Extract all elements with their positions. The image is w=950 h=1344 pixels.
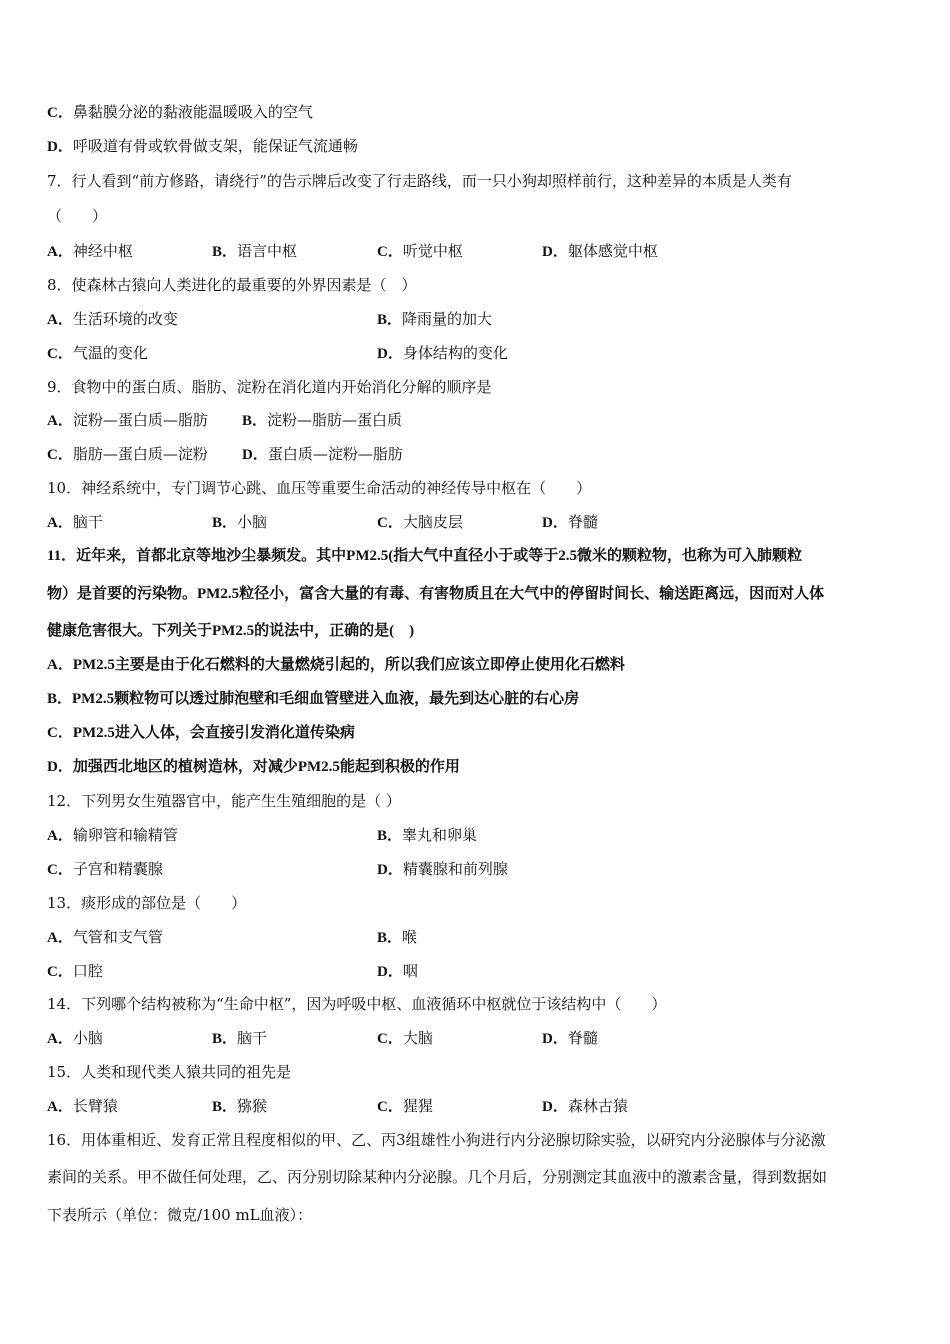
question-15-option-a[interactable]: A．长臂猿 (47, 1097, 118, 1115)
question-7-option-b[interactable]: B．语言中枢 (212, 242, 298, 260)
option-prev-c[interactable]: C．鼻黏膜分泌的黏液能温暖吸入的空气 (47, 103, 313, 121)
question-12-option-a[interactable]: A．输卵管和输精管 (47, 826, 178, 844)
question-13-option-d[interactable]: D．咽 (377, 962, 418, 980)
option-prev-d[interactable]: D．呼吸道有骨或软骨做支架，能保证气流通畅 (47, 137, 358, 155)
question-14-option-d[interactable]: D．脊髓 (542, 1029, 598, 1047)
question-13-option-c[interactable]: C．口腔 (47, 962, 103, 980)
question-16-stem-line2: 素间的关系。甲不做任何处理，乙、丙分别切除某种内分泌腺。几个月后，分别测定其血液中的激素含量，得到数据如 (47, 1168, 828, 1186)
question-13-option-b[interactable]: B．喉 (377, 928, 418, 946)
question-8-option-c[interactable]: C．气温的变化 (47, 344, 148, 362)
question-12-option-d[interactable]: D．精囊腺和前列腺 (377, 860, 508, 878)
question-11-stem-line3: 健康危害很大。下列关于PM2.5的说法中，正确的是( ) (47, 623, 415, 639)
question-15-option-b[interactable]: B．猕猴 (212, 1097, 268, 1115)
question-7-stem-line2: （ ） (47, 207, 108, 225)
question-7-option-d[interactable]: D．躯体感觉中枢 (542, 242, 658, 260)
question-15-option-c[interactable]: C．猩猩 (377, 1097, 433, 1115)
question-11-stem-line1: 11．近年来，首都北京等地沙尘暴频发。其中PM2.5(指大气中直径小于或等于2.5微米的颗粒物，也称为可入肺颗粒 (47, 548, 802, 564)
question-11-option-a[interactable]: A．PM2.5主要是由于化石燃料的大量燃烧引起的，所以我们应该立即停止使用化石燃料 (47, 657, 625, 673)
question-8-option-d[interactable]: D．身体结构的变化 (377, 344, 508, 362)
question-9-option-c[interactable]: C．脂肪—蛋白质—淀粉 (47, 445, 208, 463)
question-11-option-d[interactable]: D．加强西北地区的植树造林，对减少PM2.5能起到积极的作用 (47, 759, 460, 775)
question-13-stem: 13．痰形成的部位是（ ） (47, 894, 247, 912)
question-9-option-b[interactable]: B．淀粉—脂肪—蛋白质 (242, 411, 403, 429)
question-10-option-a[interactable]: A．脑干 (47, 513, 103, 531)
question-7-stem-line1: 7．行人看到“前方修路，请绕行”的告示牌后改变了行走路线，而一只小狗却照样前行，这种差异的本质是人类有 (47, 172, 792, 190)
question-15-stem: 15．人类和现代类人猿共同的祖先是 (47, 1063, 292, 1081)
question-10-stem: 10．神经系统中，专门调节心跳、血压等重要生命活动的神经传导中枢在（ ） (47, 479, 592, 497)
question-11-option-b[interactable]: B．PM2.5颗粒物可以透过肺泡壁和毛细血管壁进入血液，最先到达心脏的右心房 (47, 691, 580, 707)
question-12-stem: 12．下列男女生殖器官中，能产生生殖细胞的是（ ） (47, 792, 401, 810)
question-9-stem: 9．食物中的蛋白质、脂肪、淀粉在消化道内开始消化分解的顺序是 (47, 378, 492, 396)
question-11-stem-line2: 物）是首要的污染物。PM2.5粒径小，富含大量的有毒、有害物质且在大气中的停留时间长、输送距离远，因而对人体 (47, 586, 825, 602)
question-14-option-c[interactable]: C．大脑 (377, 1029, 433, 1047)
question-8-option-b[interactable]: B．降雨量的加大 (377, 310, 493, 328)
question-10-option-d[interactable]: D．脊髓 (542, 513, 598, 531)
question-9-option-d[interactable]: D．蛋白质—淀粉—脂肪 (242, 445, 403, 463)
question-14-option-b[interactable]: B．脑干 (212, 1029, 268, 1047)
question-11-option-c[interactable]: C．PM2.5进入人体，会直接引发消化道传染病 (47, 725, 355, 741)
question-14-stem: 14．下列哪个结构被称为“生命中枢”，因为呼吸中枢、血液循环中枢就位于该结构中（ ） (47, 995, 667, 1013)
question-10-option-b[interactable]: B．小脑 (212, 513, 268, 531)
question-14-option-a[interactable]: A．小脑 (47, 1029, 103, 1047)
question-7-option-a[interactable]: A．神经中枢 (47, 242, 133, 260)
question-9-option-a[interactable]: A．淀粉—蛋白质—脂肪 (47, 411, 208, 429)
question-15-option-d[interactable]: D．森林古猿 (542, 1097, 628, 1115)
question-8-option-a[interactable]: A．生活环境的改变 (47, 310, 178, 328)
question-7-option-c[interactable]: C．听觉中枢 (377, 242, 463, 260)
question-12-option-c[interactable]: C．子宫和精囊腺 (47, 860, 163, 878)
question-10-option-c[interactable]: C．大脑皮层 (377, 513, 463, 531)
question-8-stem: 8．使森林古猿向人类进化的最重要的外界因素是（ ） (47, 276, 417, 294)
question-16-stem-line3: 下表所示（单位：微克/100 mL血液）： (47, 1206, 313, 1224)
question-13-option-a[interactable]: A．气管和支气管 (47, 928, 163, 946)
question-12-option-b[interactable]: B．睾丸和卵巢 (377, 826, 478, 844)
question-16-stem-line1: 16．用体重相近、发育正常且程度相似的甲、乙、丙3组雄性小狗进行内分泌腺切除实验，以研究内分泌腺体与分泌激 (47, 1131, 826, 1149)
